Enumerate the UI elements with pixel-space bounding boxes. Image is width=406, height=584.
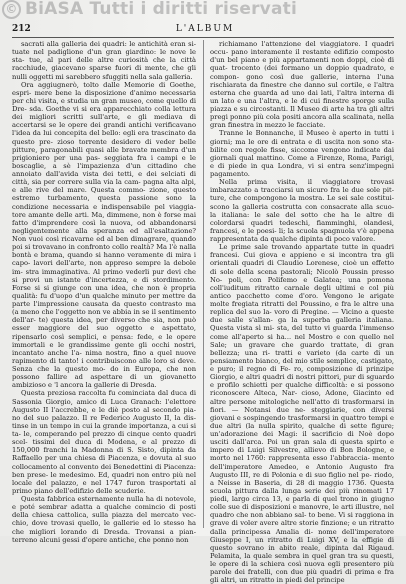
paragraph: Le prime sale trovando appartate tutte in quadri francesi. Cui giova e appieno e si incontra tra gli orientali quadri di Claudio Lorenese, cioè un effetto di sole della scena pastorali; Nicolò Poussin presso No- poli, con Polifemo e Galatea; una pomona coll'iuditum ritratto carnale degli ultimi e col più antico pacchetto come d'oro. Vengono le arigate molte fregiata ritratti del Poussino, e fra le altre una replica del suo la- voro di Pregine. — Vicino a queste due salle s'allan- ga la superba galleria italiana. Questa vista sì mi- sta, del tutto vi guarda l'immenso come all'aperto si ha... nel Mostro e con quello nel Sale; un gravare che guardo trattate, di gran bellezza; una ri- tratti e varieto (da carte di un pensiamento bianco, del mio stile semplice, castigato, e puro; il regno di Fe- ro, composizione di prinzipe Giorgio, e altri quadri di nostri pittori, pur di sguardo e profilo schietti per qualche difficoltà: e si possono riconoscere Alteca, Nar- cioso, Adone, Giacinto ed altre persone mitologiche nell'atto di trasformarsi in fiori. — Notansi due ne- steggiarie, con diversi giovani e sospingendo trasformarsi in quattro tempi e due altri (la nulla spirito, qualche di sette figure; un'adorazione dei Magi: il sacrificio di Noè dopo usciti dall'arca. Poi un gran sala di questa spirto e impero di Luigi Silvestre, allievo di Bon Bologne, e morto nel 1760: rappresenta esso l'abbraccia- mento dell'imperatore Amedeo, e Antonio Augusto fra Augusto III, re di Polonia e di suo figlio nel pe- riodo, a Neisse in Baseria, di 28 di maggio 1736. Questa scuola pittura dalla lunga serie dei più rinomati 17 piedi, largo circa 13, e parla di quel trono in giugno colle sue di disposizioni e manovre, le arti illustre, nel quadro che non abbiano sal- to bene. Vi si raggiona in grave di voler avere altre storie finzione; e un ritratto dalla principessa Amalia di- nome dell'imperatore Giuseppe I, un ritratto di Luigi XV, e la effigie di questo sovrano in abito reale, dipinta dal Rigaud. Pelamita, la quale sembra in quel gran tra su questi, le opere di la schiera così nuova egli presentero più parole dei fratelli, con due più quadri di prima e fra gli altri, un ritratto in piedi del principe — [210, 243, 394, 584]
column-divider — [203, 40, 204, 528]
header-rule — [12, 37, 394, 38]
copyright-icon: © — [2, 0, 21, 19]
paragraph: Questa fabbrica esternamente nulla ha di notevole, e poté sembrar adatta a qualche comincio di posti della chiesa cattolica, sulla piazza del mercato vec- chio, dove trovasi quello, le gallerie ed lo stesso ha che migliori lorando di Dresda. Trovansi a pian- terreno alcuni gessi d'opere antiche, che ponno non — [12, 495, 196, 544]
paragraph: Nella prima visita, il viaggiatore trovasi imbarazzato a tracciarsi un sicuro fra le due sole pit- ture, che compongono la mostra. Le sei sale costitui- scono la galleria costrutta con consacrate alla scuo- la italiana: le sale del sotto che ha le altre di colordarsi quadri tedeschi, fiamminghi, olandesi, francesi, e le poesi- li; la scuola spagnuola v'è appena rappresentata da qualche dipinta di poco valore. — [210, 178, 394, 243]
journal-title: L'ALBUM — [175, 24, 235, 34]
paragraph: sacrati alla galleria dei quadri: le antichità eran si- tuate nel padiglione d'un gran giardino: le nove le sta- tue, al pari delle altre curiosità che la città racchiude, giacevano sparse fuori di mente, che gli nulli oggetti mi sarebbero sfuggiti nella sala galleria. — [12, 40, 196, 81]
text-columns — [12, 40, 394, 584]
page-number: 212 — [12, 24, 31, 34]
left-column — [12, 40, 196, 544]
page-header — [12, 24, 398, 36]
paragraph: Questa preziosa raccolta fu cominciata dal duca di Sassonia Giorgio, amico di Luca Granach: l'elettore Augusto II l'accrebbe, e le diè posto al secondo pia- no del suo palazzo. Il re Federico Augusto II, la dis- tinse in un tempo in cui la grande importanza, a cui si ta- le, comperando pel prezzo di cinque cento quadri scel- tissimi del duca di Modena, e al prezzo di 150,000 franchi la Madonna di S. Sisto, dipinta da Raffaello per una chiesa di Piacenza, e dovuta al suo collocamento al convento dei Benedettini di Piacenza: ben prese- le medesimo. Ed, quadri non entro più nel locale del palazzo, e nel 1747 furon trasportati al primo piano dell'edifizio delle scuderie. — [12, 389, 196, 495]
paragraph: Tranne le Bonnanche, il Museo è aperto in tutti i giorni; ma le ore di entrata e di uscita non sono sta- bilite con regole fisse, siccome vengono indicate dai giornali qual mattino. Come a Firenze, Roma, Parigi, e di piede in qua Londra, vi si entra senz'impegni pagamento. — [210, 129, 394, 178]
watermark — [2, 0, 297, 19]
paragraph: Ora aggiugnerò, tolto dalle Memorie di Goethe, espri- mere bene la disposizione d'animo necessaria per chi visita, e studia un gran museo, come quello di Dre- sda. Goethe vi si era apparecchiato colla lettura dei migliori scritti sull'arte, e gli mediava di accertarsi se le opere dei grandi antichi verificavano l'idea da lui concepita del bello: egli era trascinato da questo pre- zioso torrente desidero di veder belle pitture, paragonabili quasi alle bravate membra d'un prigioniero per una pas- seggiata fra i campi e le boscaglie, a sè l'impazienza d'un cittadino che annoiato dall'avida vista dei tetti, e dei selciati di città, sia per correre sulla via la cam- pagna alta alpi, e alle rive del mare. Questa commo- zione, questo estremo turbamento, questa passione sono la condizione necessaria e indispensabile pel viaggia- tore amante delle arti. Ma, dimmene, non è forse mai fatto d'imprendere così la nuova, od abbandonarsi negligentemente alla speranza ed all'esaltazione? Non vuoi così ricavarne ed al ben dimagrare, quando poi si trovavano in confronto collo realtà? Ma l'è nalla bontà e brama, quando si hanno veramente di mira i capo- lavori dell'arte, non appreso sempre la debole im- stra immaginativa. Al primo vederli pur devi che si provi un istante d'incertezza, e di stordimento. Forse si si giunge con una idea, che non è propria qualità: fu d'uopo d'un qualche minuto per mettre da parte l'impressione causata da questo contrasto ma (a meno che l'oggetto non ve abbia in se il sentimento dell'ar- te) questa idea, per diverso che sia, non può esser maggiore del suo oggetto e aspettato, ripensarlo così semplici, e pensa: fede, e le opere immortali e le grandissime gente gli occhi nostri, incantato anche l'a- nima nostra, fino a quel nuove rapimento di tanto! i contribuiscono alle loro si deve. Senza che la questo mo- do in Europa, che non possono fallire ad aspettare di un giovanetto ambizioso e 'l ancora la gallerie di Dresda. — [12, 80, 196, 390]
right-column — [210, 40, 394, 584]
watermark-text: BiASA Tutti i diritti riservati — [25, 0, 297, 19]
paragraph: richiamano l'attenzione del viaggiatore. I quadri occu- pano interamente il restante edifizio composto d'un bel piano e più appartamenti non doppi, cioè di quat- trocento (dei formano un doppio quadrato, e compon- gono così due gallerie, interna l'una rischiarata da finestre che danno sul cortile, e l'altra esterna che guarda ad uno dai lati, l'altra interna di un lato e una l'altra, e le di cui finestre sporge sulla piazza e su circostanti. Il Museo di arte ha tra gli altri pregi ponno più cola positi ancora alla scalinata, nella gran finestra in mezzo le facciate. — [210, 40, 394, 130]
